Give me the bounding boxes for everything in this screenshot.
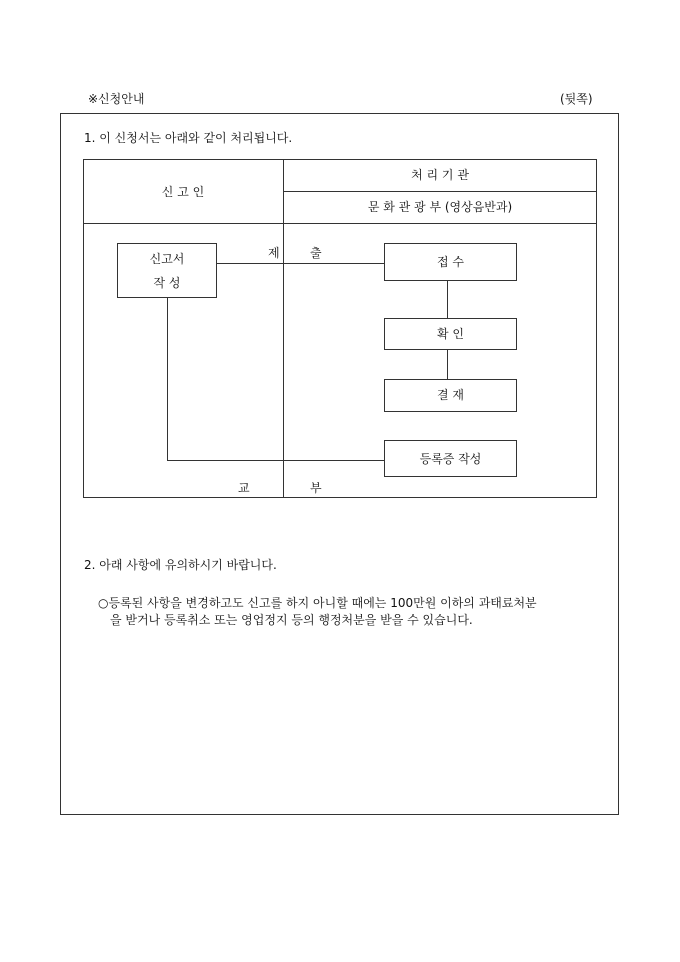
notice-line-1: ○등록된 사항을 변경하고도 신고를 하지 아니할 때에는 100만원 이하의 과태료처분 — [98, 596, 537, 610]
agency-divider — [283, 191, 597, 192]
delivery-label-1: 교 — [238, 481, 250, 495]
step-confirm-label: 확 인 — [437, 327, 464, 341]
page-side-label: (뒷쪽) — [560, 92, 593, 106]
header-divider — [83, 223, 597, 224]
connector-receive-confirm — [447, 281, 448, 318]
applicant-box-line2: 작 성 — [153, 276, 181, 290]
agency-name: 문 화 관 광 부 (영상음반과) — [367, 200, 513, 214]
connector-confirm-approve — [447, 350, 448, 379]
delivery-label-2: 부 — [310, 481, 322, 495]
guide-title: ※신청안내 — [88, 92, 145, 106]
applicant-header: 신 고 인 — [161, 185, 205, 199]
return-connector-vertical — [167, 298, 168, 461]
submit-connector — [217, 263, 385, 264]
submit-label-1: 제 — [268, 246, 280, 260]
return-connector-horizontal — [167, 460, 385, 461]
applicant-box-line1: 신고서 — [149, 252, 185, 266]
notice-line-2: 을 받거나 등록취소 또는 영업정지 등의 행정처분을 받을 수 있습니다. — [110, 613, 473, 627]
step-approve-label: 결 재 — [437, 388, 464, 402]
section2-title: 2. 아래 사항에 유의하시기 바랍니다. — [84, 558, 277, 572]
step-receive-label: 접 수 — [437, 255, 464, 269]
submit-label-2: 출 — [310, 246, 322, 260]
section1-title: 1. 이 신청서는 아래와 같이 처리됩니다. — [84, 131, 293, 145]
processing-header: 처 리 기 관 — [411, 168, 469, 182]
step-certificate-label: 등록증 작성 — [419, 452, 482, 466]
